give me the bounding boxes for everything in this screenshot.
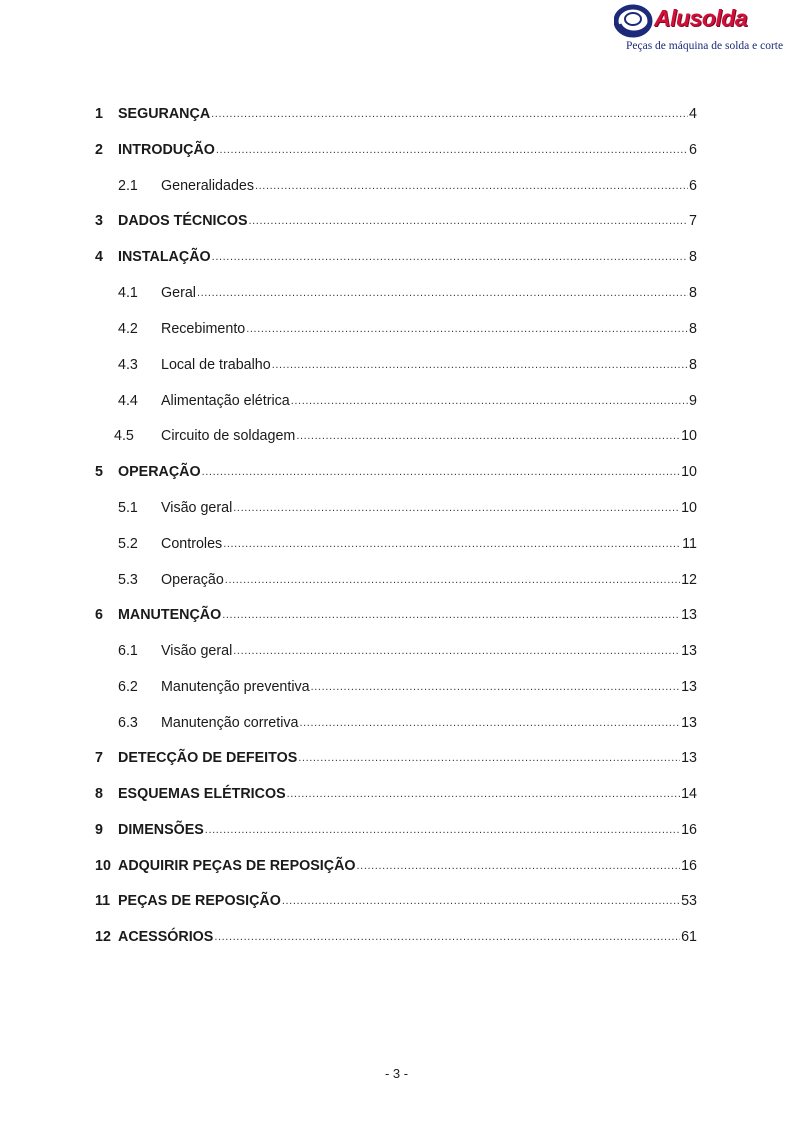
toc-dot-leader [233, 498, 680, 518]
toc-entry-circuito-de-soldagem[interactable] [95, 426, 697, 446]
toc-page: 6 [689, 142, 697, 158]
toc-dot-leader [202, 462, 680, 482]
toc-page: 7 [689, 213, 697, 229]
toc-title: Geral [161, 285, 196, 301]
toc-title: Operação [161, 572, 224, 588]
toc-title: MANUTENÇÃO [118, 607, 222, 623]
toc-number: 1 [95, 106, 103, 122]
toc-page: 14 [681, 786, 697, 802]
toc-entry-dados-tecnicos[interactable] [95, 211, 697, 231]
toc-number: 5 [95, 464, 103, 480]
toc-title: Controles [161, 536, 223, 552]
brand-name: Alusolda [654, 5, 748, 31]
toc-dot-leader [233, 641, 680, 661]
toc-dot-leader [216, 140, 688, 160]
toc-number: 9 [95, 822, 103, 838]
toc-entry-operacao-sub[interactable] [95, 570, 697, 590]
toc-page: 11 [682, 536, 697, 552]
toc-page: 10 [681, 500, 697, 516]
toc-entry-acessorios[interactable] [95, 927, 697, 947]
toc-page: 10 [681, 464, 697, 480]
toc-entry-manutencao-corretiva[interactable] [95, 713, 697, 733]
toc-number: 10 [95, 858, 111, 874]
toc-dot-leader [248, 211, 688, 231]
toc-number: 5.1 [118, 500, 138, 516]
toc-number: 7 [95, 750, 103, 766]
toc-title: Generalidades [161, 178, 254, 194]
toc-number: 6 [95, 607, 103, 623]
toc-page: 13 [681, 643, 697, 659]
logo-swirl-icon [614, 4, 656, 40]
toc-entry-visao-geral-5[interactable] [95, 498, 697, 518]
toc-number: 4.4 [118, 393, 138, 409]
toc-entry-pecas-de-reposicao[interactable] [95, 891, 697, 911]
toc-entry-controles[interactable] [95, 534, 697, 554]
toc-title: SEGURANÇA [118, 106, 211, 122]
toc-number: 4.3 [118, 357, 138, 373]
page-number: - 3 - [384, 1066, 409, 1081]
toc-title: Manutenção corretiva [161, 715, 299, 731]
toc-entry-instalacao[interactable] [95, 247, 697, 267]
toc-page: 16 [681, 858, 697, 874]
toc-entry-seguranca[interactable] [95, 104, 697, 124]
toc-dot-leader [223, 534, 681, 554]
toc-dot-leader [296, 426, 680, 446]
toc-dot-leader [246, 319, 688, 339]
toc-title: INSTALAÇÃO [118, 249, 211, 265]
toc-page: 13 [681, 750, 697, 766]
toc-dot-leader [197, 283, 688, 303]
toc-dot-leader [214, 927, 680, 947]
toc-entry-manutencao-preventiva[interactable] [95, 677, 697, 697]
toc-number: 11 [95, 893, 111, 909]
toc-title: Alimentação elétrica [161, 393, 290, 409]
toc-entry-visao-geral-6[interactable] [95, 641, 697, 661]
toc-page: 8 [689, 357, 697, 373]
toc-page: 9 [689, 393, 697, 409]
toc-dot-leader [205, 820, 680, 840]
toc-number: 8 [95, 786, 103, 802]
toc-dot-leader [291, 391, 688, 411]
toc-entry-adquirir-pecas[interactable] [95, 856, 697, 876]
toc-page: 16 [681, 822, 697, 838]
toc-dot-leader [272, 355, 688, 375]
toc-entry-deteccao-de-defeitos[interactable] [95, 748, 697, 768]
toc-page: 6 [689, 178, 697, 194]
toc-title: ACESSÓRIOS [118, 929, 214, 945]
toc-title: Visão geral [161, 643, 233, 659]
toc-number: 2.1 [118, 178, 138, 194]
toc-entry-operacao[interactable] [95, 462, 697, 482]
toc-title: PEÇAS DE REPOSIÇÃO [118, 893, 281, 909]
toc-page: 8 [689, 249, 697, 265]
toc-page: 12 [681, 572, 697, 588]
toc-number: 4.1 [118, 285, 138, 301]
toc-dot-leader [222, 605, 680, 625]
toc-number: 4.5 [114, 428, 134, 444]
toc-dot-leader [299, 713, 680, 733]
toc-dot-leader [212, 247, 688, 267]
toc-page: 8 [689, 321, 697, 337]
toc-number: 6.1 [118, 643, 138, 659]
toc-page: 10 [681, 428, 697, 444]
toc-entry-esquemas-eletricos[interactable] [95, 784, 697, 804]
toc-title: Local de trabalho [161, 357, 271, 373]
toc-dot-leader [211, 104, 688, 124]
toc-number: 6.3 [118, 715, 138, 731]
toc-number: 5.3 [118, 572, 138, 588]
toc-number: 3 [95, 213, 103, 229]
toc-page: 13 [681, 715, 697, 731]
toc-entry-local-de-trabalho[interactable] [95, 355, 697, 375]
toc-number: 4.2 [118, 321, 138, 337]
toc-dot-leader [357, 856, 681, 876]
toc-page: 8 [689, 285, 697, 301]
toc-dot-leader [282, 891, 680, 911]
toc-title: OPERAÇÃO [118, 464, 201, 480]
toc-number: 2 [95, 142, 103, 158]
toc-title: Manutenção preventiva [161, 679, 310, 695]
toc-number: 6.2 [118, 679, 138, 695]
toc-dot-leader [225, 570, 680, 590]
brand-logo [614, 4, 784, 56]
toc-page: 53 [681, 893, 697, 909]
toc-dot-leader [311, 677, 680, 697]
toc-title: INTRODUÇÃO [118, 142, 215, 158]
toc-page: 13 [681, 679, 697, 695]
toc-entry-geral[interactable] [95, 283, 697, 303]
toc-entry-alimentacao-eletrica[interactable] [95, 391, 697, 411]
toc-page: 4 [689, 106, 697, 122]
toc-title: Visão geral [161, 500, 233, 516]
toc-dot-leader [298, 748, 680, 768]
toc-title: ESQUEMAS ELÉTRICOS [118, 786, 286, 802]
toc-entry-manutencao[interactable] [95, 605, 697, 625]
toc-title: Circuito de soldagem [161, 428, 296, 444]
brand-tagline: Peças de máquina de solda e corte [626, 40, 784, 52]
toc-title: ADQUIRIR PEÇAS DE REPOSIÇÃO [118, 858, 356, 874]
toc-title: Recebimento [161, 321, 246, 337]
toc-page: 61 [681, 929, 697, 945]
toc-entry-generalidades[interactable] [95, 176, 697, 196]
toc-entry-introducao[interactable] [95, 140, 697, 160]
toc-number: 4 [95, 249, 103, 265]
toc-title: DIMENSÕES [118, 822, 204, 838]
toc-dot-leader [255, 176, 688, 196]
toc-page: 13 [681, 607, 697, 623]
toc-entry-recebimento[interactable] [95, 319, 697, 339]
toc-number: 12 [95, 929, 111, 945]
toc-title: DADOS TÉCNICOS [118, 213, 248, 229]
toc-title: DETECÇÃO DE DEFEITOS [118, 750, 298, 766]
toc-dot-leader [287, 784, 680, 804]
toc-number: 5.2 [118, 536, 138, 552]
toc-entry-dimensoes[interactable] [95, 820, 697, 840]
